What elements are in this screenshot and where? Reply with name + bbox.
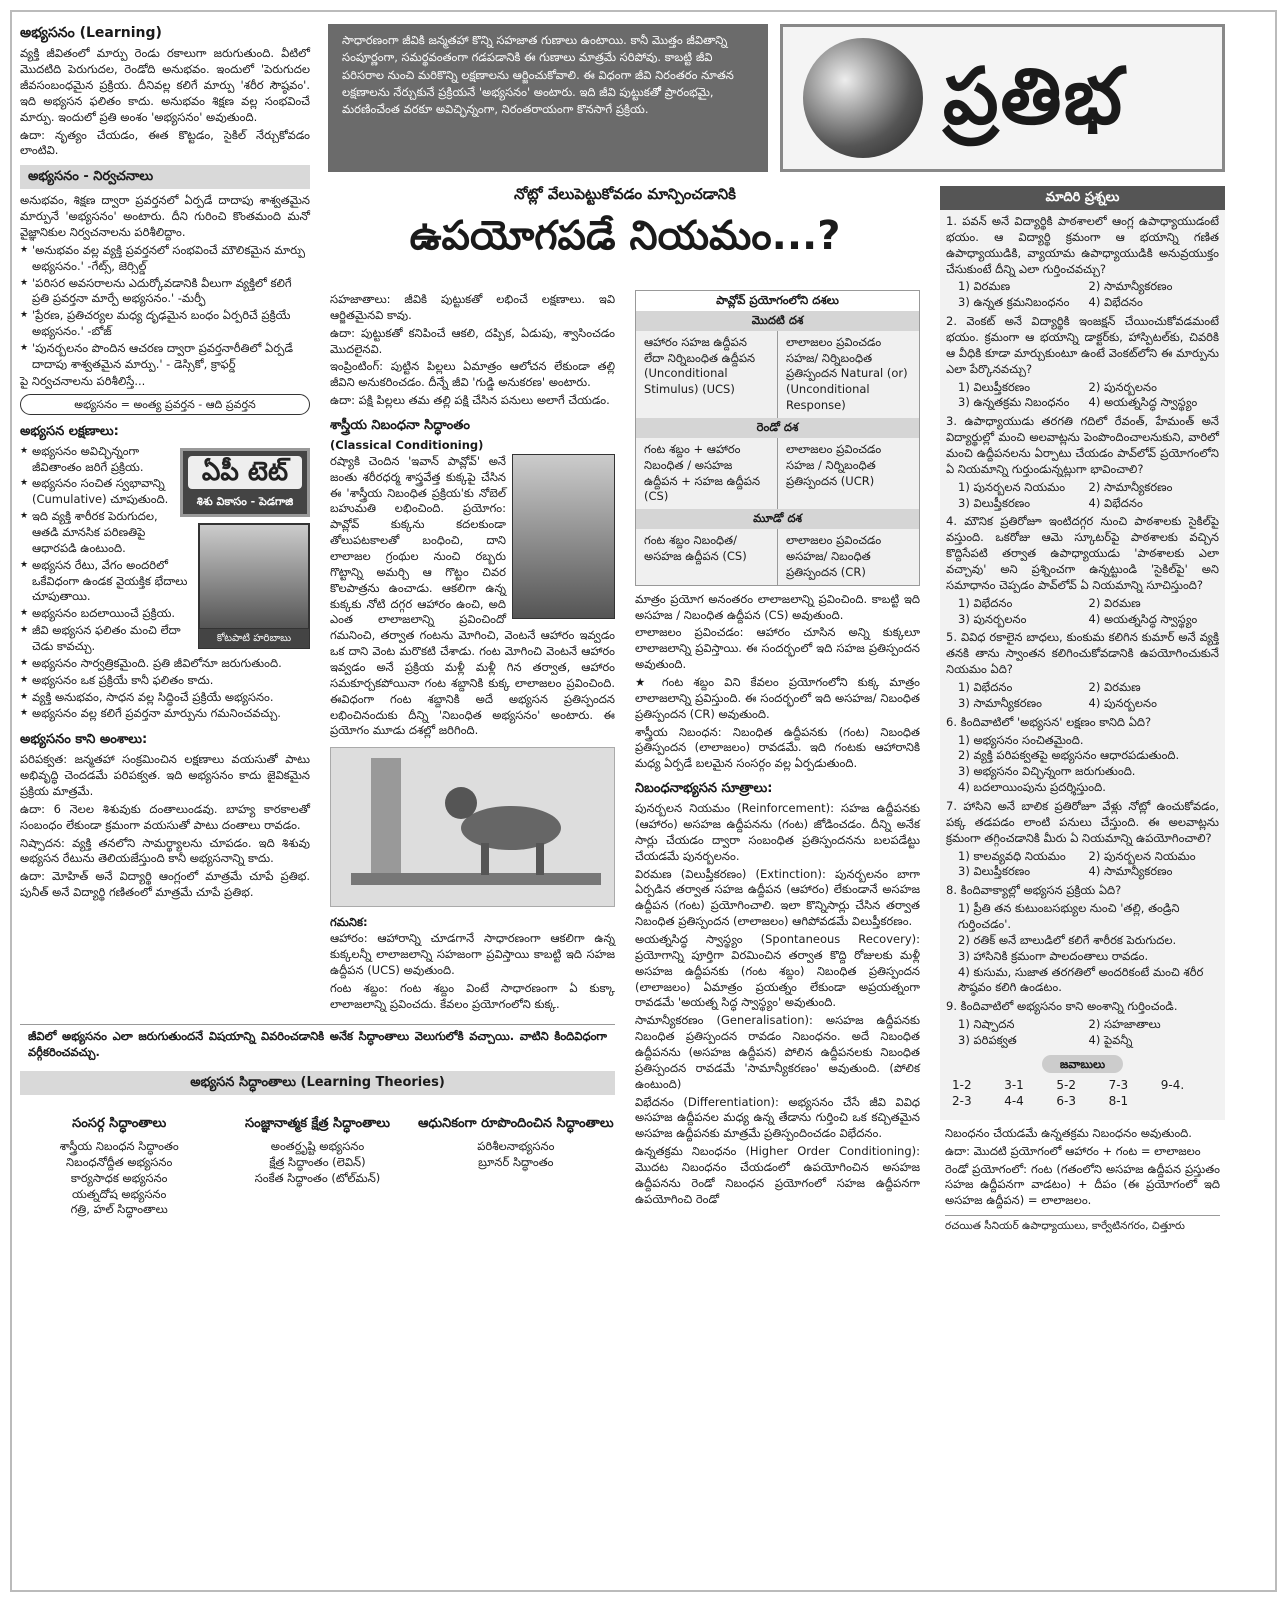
badge-subtitle: శిశు వికాసం - పెడగాజి xyxy=(196,495,294,509)
option: 4) బదలాయింపును ప్రదర్శిస్తుంది. xyxy=(958,780,1106,795)
option: 1) పునర్బలన నియమం xyxy=(958,479,1066,494)
text: విరమణ (విలుప్తీకరణం) (Extinction): పునర్బలనం బాగా ఏర్పడిన తర్వాత సహజ ఉద్దీపన (ఆహారం) లేకుండానే అసహజ ఉద్దీపన (గంట) ప్రయోగించాలి. ఇలా కొన్నిసార్లు చేసిన తర్వాత నిబంధిత ప్రతిస్పందన (లాలాజలం) ఆగిపోవడమే విలుప్తీకరణం. xyxy=(635,866,920,929)
list-item: ★ ఇది వ్యక్తి శారీరక పెరుగుదల, ఆతడి మానసిక పరిణతిపై ఆధారపడి ఉంటుంది. xyxy=(20,509,310,557)
list-item: ★ 'పునర్బలనం పొందిన ఆచరణ ద్వారా ప్రవర్తనారీతిలో ఏర్పడే దాదాపు శాశ్వతమైన మార్పు.' - డెస్సికో, క్రాఫర్డ్ xyxy=(20,341,310,373)
theory-item: పరిశీలనాభ్యసనం xyxy=(477,1139,555,1154)
heading-classical: శాస్త్రీయ నిబంధనా సిద్ధాంతం xyxy=(330,418,470,434)
list-item: ★ జీవి అభ్యసన ఫలితం మంచి లేదా చెడు కావచ్చు. xyxy=(20,623,310,655)
column-3 xyxy=(635,290,920,1210)
text: మాత్రం ప్రయోగ అనంతరం లాలాజలాన్ని ప్రవించింది. కాబట్టి ఇది అసహజ / నిబంధిత ఉద్దీపన (CS) అవుతుంది. xyxy=(635,591,920,622)
cell: లాలాజలం ప్రవించడం సహజ/ నిర్నిబంధిత ప్రతిస్పందన Natural (or) (Unconditional Response) xyxy=(786,334,908,413)
options xyxy=(946,733,1219,796)
question-text: 1. పవన్ అనే విద్యార్థికి పాఠశాలలో ఆంగ్ల ఉపాధ్యాయుడంటే భయం. ఆ విద్యార్థి క్రమంగా ఆ భయాన్ని గణిత ఉపాధ్యాయుడికి, వ్యాయామ ఉపాధ్యాయుడికి అనువ్రయుక్తం చేసుకుంటే దీన్ని ఎలా గుర్తించవచ్చు? xyxy=(946,213,1219,276)
heading-classical-en: (Classical Conditioning) xyxy=(330,437,484,452)
options xyxy=(946,596,1219,628)
answer: 4-4 xyxy=(1004,1094,1024,1109)
right-tail xyxy=(940,1120,1225,1234)
theory-item: కార్యసాధక అభ్యసనం xyxy=(70,1170,168,1185)
theory-group xyxy=(20,1115,218,1218)
text: విభేదనం (Differentiation): అభ్యసనం చేసే జీవి వివిధ అసహజ ఉద్దీపనల మధ్య ఉన్న తేడాను గుర్తించి ఒక కచ్చితమైన అసహజ ఉద్దీపనకు మాత్రమే ప్రతిస్పందించడం విభేదనం. xyxy=(635,1094,920,1141)
option: 2) సామాన్యీకరణం xyxy=(1088,279,1173,294)
theory-item: బ్రూనర్ సిద్ధాంతం xyxy=(478,1154,554,1169)
notes-heading: గమనిక: xyxy=(330,915,368,930)
option: 2) పునర్బలన నియమం xyxy=(1088,848,1196,863)
option: 3) విలుప్తీకరణం xyxy=(958,864,1031,879)
answers-title: జవాబులు xyxy=(1042,1055,1123,1073)
option: 3) పునర్బలనం xyxy=(958,611,1027,626)
text: పై నిర్వచనాలను పరిశీలిస్తే... xyxy=(20,373,146,388)
heading-learning: అభ్యసనం (Learning) xyxy=(20,25,162,41)
question xyxy=(946,414,1219,511)
text: సామాన్యీకరణం (Generalisation): అసహజ ఉద్దీపనకు నిబంధిత ప్రతిస్పందన రావడం నిబంధనం. అదే నిబంధిత ఉద్దీపనను (అసహజ ఉద్దీపన) పోలిన ఉద్దీపనలకు నిబంధిత ప్రతిస్పందన రావడమే 'సామాన్యీకరణం' అవుతుంది. (పోలిక ఉంటుంది) xyxy=(635,1013,920,1091)
traits-list xyxy=(20,444,310,723)
question xyxy=(946,214,1219,311)
answer: 7-3 xyxy=(1108,1077,1129,1092)
text: ఉదా: 6 నెలల శిశువుకు దంతాలుండవు. బాహ్య కారకాలతో సంబంధం లేకుండా క్రమంగా వయసుతో పాటు దంతాలు రావడం. xyxy=(20,801,310,832)
text: లాలాజలం ప్రవించడం: ఆహారం చూసిన అన్ని కుక్కలూ లాలాజలాన్ని ప్రవిస్తాయి. ఈ సందర్భంలో ఇది సహజ ప్రతిస్పందన అవుతుంది. xyxy=(635,625,920,672)
text: ఉదా: పుట్టుకతో కనిపించే ఆకలి, దప్పిక, ఏడుపు, శ్వాసించడం మొదలైనవి. xyxy=(330,325,615,356)
answer: 3-1 xyxy=(1004,1077,1024,1092)
option: 2) సహజాతాలు xyxy=(1088,1017,1161,1032)
option: 3) ఉన్నత క్రమనిబంధనం xyxy=(958,295,1070,310)
theory-item: శాస్త్రీయ నిబంధన సిద్ధాంతం xyxy=(59,1139,179,1154)
list-item: ★ అభ్యసనం సంచిత స్వభావాన్ని (Cumulative) చూపుతుంది. xyxy=(20,476,310,508)
question-text: 4. మౌనిక ప్రతిరోజూ ఇంటిదగ్గర నుంచి పాఠశాలకు సైకిల్‌పై వస్తుంది. ఒకరోజు ఆమె స్కూటర్‌పై పాఠశాలకు వచ్చిన కొద్దిసేపటి తర్వాత ఉపాధ్యాయుడు 'పాఠశాలకు ఎలా వచ్చావు' అని ప్రశ్నించగా ఉన్నట్టుండి 'సైకిల్‌పై' అని సమాధానం చెప్పడం పావ్‌లోవ్ ఏ నియమాన్ని సూచిస్తుంది? xyxy=(946,514,1219,592)
answer: 9-4. xyxy=(1160,1077,1185,1092)
theory-item: నిబంధనోద్దీత అభ్యసనం xyxy=(66,1154,173,1169)
model-questions xyxy=(940,186,1225,1120)
option: 3) ఉన్నతక్రమ నిబంధనం xyxy=(958,395,1070,410)
text: అయత్నసిద్ధ స్వాస్థ్యం (Spontaneous Recovery): ప్రయోగాన్ని పూర్తిగా విరమించిన తర్వాత కొద్ది రోజులకు మళ్లీ అసహజ ఉద్దీపనకు (గంట శబ్దం) నిబంధిత ప్రతిస్పందన (లాలాజలం) ఏమాత్రం ప్రయత్నం లేకుండా అప్రయత్నంగా రావడమే 'అయత్న సిద్ధ స్వాస్థ్యం' అవుతుంది. xyxy=(635,932,920,1010)
answer: 5-2 xyxy=(1056,1077,1076,1092)
text: ఉన్నతక్రమ నిబంధనం (Higher Order Conditioning): మొదట నిబంధనం చేయడంలో ఉపయోగించిన అసహజ ఉద్దీపనను రెండో నిబంధన ప్రయోగంలో సహజ ఉద్దీపనగా ఉపయోగించి రెండో xyxy=(635,1144,920,1206)
option: 1) ప్రీతి తన కుటుంబసభ్యుల నుంచి 'తల్లి, తండ్రిని గుర్తించడం'. xyxy=(958,901,1180,932)
cell: గంట శబ్దం నిబంధిత/ అసహజ ఉద్దీపన (CS) xyxy=(636,529,778,585)
theories-tree xyxy=(20,1115,615,1218)
list-item: ★ 'పరిసర అవసరాలను ఎదుర్కోవడానికి వీలుగా వ్యక్తిలో కలిగే ప్రతి ప్రవర్తనా మార్పే అభ్యసనం.' -మర్ఫీ xyxy=(20,276,310,308)
cell: గంట శబ్దం + ఆహారం నిబంధిత / అసహజ ఉద్దీపన + సహజ ఉద్దీపన (CS) xyxy=(636,438,778,509)
learning-theories xyxy=(20,1024,615,1218)
question-text: 6. కిందివాటిలో 'అభ్యసన' లక్షణం కానిది ఏది? xyxy=(946,714,1152,729)
text: శాస్త్రీయ నిబంధన: నిబంధిత ఉద్దీపనకు (గంట) నిబంధిత ప్రతిస్పందన (లాలాజలం) రావడమే. ఇది గంటకు ఆహారానికి మధ్య ఏర్పడే బలమైన సంసర్గం వల్ల ఏర్పడుతుంది. xyxy=(635,724,920,771)
intro-box: సాధారణంగా జీవికి జన్మతహా కొన్ని సహజాత గుణాలు ఉంటాయి. కానీ మొత్తం జీవితాన్ని సంపూర్ణంగా, సమర్థవంతంగా గడపడానికి ఈ గుణాలు మాత్రమే సరిపోవు. కాబట్టి జీవి పరిసరాల నుంచి మరికొన్ని లక్షణాలను ఆర్జించుకోవాలి. ఈ విధంగా జీవి నిరంతరం నూతన లక్షణాలను నేర్చుకునే ప్రక్రియనే 'అభ్యసనం' అంటారు. ఇది జీవి పుట్టుకతోే ప్రారంభమై, మరణించేంత వరకూ అవిచ్ఛిన్నంగా, నిరంతరాయంగా కొనసాగే ప్రక్రియ. xyxy=(328,24,768,172)
options xyxy=(946,849,1219,881)
options xyxy=(946,901,1219,996)
answer: 2-3 xyxy=(952,1094,972,1109)
option: 3) హాసినికి క్రమంగా పాలదంతాలు రావడం. xyxy=(958,948,1149,963)
stage-1: మొదటి దశ xyxy=(636,311,919,331)
definitions-list xyxy=(20,243,310,373)
list-item: ★ అభ్యసనం బదలాయించే ప్రక్రియ. xyxy=(20,606,310,622)
question xyxy=(946,999,1219,1049)
pavlov-stages-table xyxy=(635,290,920,586)
right-column xyxy=(940,186,1225,1236)
dog-icon xyxy=(331,748,614,906)
badge-title: ఏపీ టెట్ xyxy=(188,456,302,490)
text: గంట శబ్దం: గంట శబ్దం వింటే సాధారణంగా ఏ కుక్కా లాలాజలాన్ని ప్రవించదు. కేవలం ప్రయోగంలోని కుక్క. xyxy=(330,980,615,1011)
list-item: ★ 'ప్రేరణ, ప్రతిచర్యల మధ్య దృఢమైన బంధం ఏర్పరిచే ప్రక్రియే అభ్యసనం.' -బోజ్ xyxy=(20,308,310,340)
option: 2) రతిక్ అనే బాలుడిలో కలిగే శారీరక పెరుగుదల. xyxy=(958,932,1177,947)
option: 4) పునర్బలనం xyxy=(1088,695,1157,710)
text: పరిపక్వత: జన్మతహా సంక్రమించిన లక్షణాలు వయసుతో పాటు అభివృద్ధి చెందడమే పరిపక్వత. ఇది అభ్యసనం కాదు జైవికమైన ప్రక్రియ మాత్రమే. xyxy=(20,752,310,798)
option: 4) అయత్నసిద్ధ స్వాస్థ్యం xyxy=(1088,611,1198,626)
text: నిబంధనం చేయడమే ఉన్నతక్రమ నిబంధనం అవుతుంది. xyxy=(945,1125,1192,1140)
option: 3) విలుప్తీకరణం xyxy=(958,495,1031,510)
option: 4) కుసుమ, సుజాత తరగతిలో అందరికంటే మంచి శరీర సౌష్ఠవం కలిగి ఉండటం. xyxy=(958,964,1204,995)
question xyxy=(946,314,1219,411)
option: 1) విరమణ xyxy=(958,279,1011,294)
options xyxy=(946,480,1219,512)
group-title: ఆధునికంగా రూపొందించిన సిద్ధాంతాలు xyxy=(418,1116,614,1132)
kicker: నోట్లో వేలుపెట్టుకోవడం మాన్పించడానికి xyxy=(514,185,736,203)
question-text: 5. వివిధ రకాలైన బాధలు, కుంకుమ కలిగిన కుమార్ అనే వ్యక్తి తనకి తాను స్వాంతన కలిగించుకోవడానికి ఉపయోగించుకునే నియమం ఏది? xyxy=(946,630,1219,677)
list-item: ★ 'అనుభవం వల్ల వ్యక్తి ప్రవర్తనలో సంభవించే మౌలికమైన మార్పు అభ్యసనం.' -గేట్స్, జెర్సిల్డ్ xyxy=(20,243,310,275)
question-text: 8. కిందివాక్యాల్లో అభ్యసన ప్రక్రియ ఏది? xyxy=(946,883,1122,898)
theory-item: క్షేత్ర సిద్ధాంతం (లెవిన్) xyxy=(269,1154,366,1169)
cell: ఆహారం సహజ ఉద్దీపన లేదా నిర్నిబంధిత ఉద్దీపన (Unconditional Stimulus) (UCS) xyxy=(636,331,778,418)
stage-2: రెండో దశ xyxy=(636,418,919,438)
option: 4) సామాన్యీకరణం xyxy=(1088,864,1173,879)
option: 4) విభేదనం xyxy=(1088,295,1143,310)
theory-item: యత్నదోష అభ్యసనం xyxy=(72,1186,167,1201)
left-middle-area xyxy=(20,24,615,1218)
options xyxy=(946,680,1219,712)
logo-title: ప్రతిభ xyxy=(943,52,1124,143)
author-name: కోటపాటి హరిబాబు xyxy=(199,629,309,649)
text: ఆహారం: ఆహారాన్ని చూడగానే సాధారణంగా ఆకలిగా ఉన్న కుక్కలన్నీ లాలాజలాన్ని సహజంగా ప్రవిస్తాయి కాబట్టి ఇది సహజ ఉద్దీపన (UCS) అవుతుంది. xyxy=(330,931,615,977)
questions-title: మాదిరి ప్రశ్నలు xyxy=(940,186,1225,210)
list-item: ★ వ్యక్తి అనుభవం, సాధన వల్ల సిద్ధించే ప్రక్రియే అభ్యసనం. xyxy=(20,690,310,706)
option: 2) పునర్బలనం xyxy=(1088,379,1157,394)
question xyxy=(946,514,1219,627)
dog-experiment-illustration xyxy=(330,747,615,907)
text: ఉదా: పక్షి పిల్లలు తమ తల్లి పక్షి చేసిన పనులు అలాగే చేయడం. xyxy=(330,393,610,408)
theories-intro: జీవిలో అభ్యసనం ఎలా జరుగుతుందనే విషయాన్ని వివరించడానికి అనేక సిద్ధాంతాలు వెలుగులోకి వచ్చాయి. వాటిని కిందివిధంగా వర్గీకరించవచ్చు. xyxy=(20,1024,615,1065)
option: 1) కాలవ్యవధి నియమం xyxy=(958,848,1066,863)
text: అనుభవం, శిక్షణ ద్వారా ప్రవర్తనలో ఏర్పడే దాదాపు శాశ్వతమైన మార్పునే 'అభ్యసనం' అంటారు. దీని గురించి కొంతమంది మనో వైజ్ఞానికుల నిర్వచనాలను పరిశీలిద్దాం. xyxy=(20,193,310,239)
pratibha-logo xyxy=(780,24,1225,172)
option: 2) సామాన్యీకరణం xyxy=(1088,479,1173,494)
option: 2) విరమణ xyxy=(1088,595,1141,610)
question xyxy=(946,630,1219,711)
table-row xyxy=(636,331,919,418)
options xyxy=(946,1017,1219,1049)
list-item: ★ అభ్యసనం వల్ల కలిగే ప్రవర్తనా మార్పును గమనించవచ్చు. xyxy=(20,706,310,722)
text: సహజాతాలు: జీవికి పుట్టుకతో లభించే లక్షణాలు. ఇవి ఆర్జితమైనవి కావు. xyxy=(330,292,615,322)
theory-group xyxy=(218,1115,416,1218)
answer: 6-3 xyxy=(1056,1094,1076,1109)
list-item: ★ అభ్యసన రేటు, వేగం అందరిలో ఒకేవిధంగా ఉండక వైయక్తిక భేదాలు చూపుతాయి. xyxy=(20,558,310,606)
globe-icon xyxy=(803,38,923,158)
stage-3: మూడో దశ xyxy=(636,509,919,529)
question-text: 3. ఉపాధ్యాయుడు తరగతి గదిలో రేవంత్, హేమంత్ అనే విద్యార్థుల్లో మంచి అలవాట్లను పెంపొందించాలనుకుని, వారిలో మంచి ఉద్దీపనలను ఏర్పాటు చేయడం పావ్‌లోవ్ ప్రయోగంలోని ఏ నియమాన్ని గుర్తుండున్నట్లుగా భావించాలి? xyxy=(946,414,1219,476)
option: 3) సామాన్యీకరణం xyxy=(958,695,1042,710)
option: 4) విభేదనం xyxy=(1088,495,1143,510)
author-credit: రచయిత సీనియర్ ఉపాధ్యాయులు, కార్వేటినగరం, చిత్తూరు xyxy=(945,1215,1220,1233)
answer: 8-1 xyxy=(1108,1094,1129,1109)
list-item: ★ అభ్యసనం ఒక ప్రక్రియే కానీ ఫలితం కాదు. xyxy=(20,673,310,689)
option: 1) అభ్యసనం సంచితమైంది. xyxy=(958,732,1084,747)
heading-non-learning: అభ్యసనం కాని అంశాలు: xyxy=(20,732,148,748)
middle-column xyxy=(330,292,615,1014)
theories-title: అభ్యసన సిద్ధాంతాలు (Learning Theories) xyxy=(20,1071,615,1095)
heading-definitions: అభ్యసనం - నిర్వచనాలు xyxy=(20,165,310,189)
options xyxy=(946,380,1219,412)
option: 1) విభేదనం xyxy=(958,680,1013,694)
table-row xyxy=(636,529,919,585)
pavlov-photo xyxy=(512,454,615,619)
theory-group xyxy=(417,1115,615,1218)
option: 2) వ్యక్తి పరిపక్వతపై అభ్యసనం ఆధారపడుతుంది. xyxy=(958,748,1180,763)
text: రష్యాకి చెందిన 'ఇవాన్ పావ్లోవ్' అనే జంతు శరీరధర్మ శాస్త్రవేత్త కుక్కపై చేసిన ఈ 'శాస్త్రీయ నిబంధిత ప్రక్రియ'కు నోబెల్ బహుమతి లభించింది. ప్రయోగం: పావ్లోవ్ కుక్కను కదలకుండా తోలుపటకాలతో బంధించి, దాని లాలాజల గ్రంథుల నుంచి రబ్బరు గొట్టాన్ని అమర్చి ఆ గొట్టం చివర కొలపాత్రను ఉంచాడు. ఆకలిగా ఉన్న కుక్కకు నోటి దగ్గర ఆహారం ఉంచి, అది ఎంత లాలాజలాన్ని ప్రవించిందో గమనించి, తర్వాత గంటను మోగించి, వెంటనే ఆహారం ఇవ్వడం ఒక దాని వెంట మరొకటి చేశాడు. గంట మోగించి వెంటనే ఆహారం ఇవ్వడం అనే ప్రక్రియ మళ్లీ మళ్లీ గిన తర్వాత, ఆహారం సమకూర్చకపోయినా గంట శబ్దానికి కుక్క లాలాజలం ప్రవించింది. ఈవిధంగా గంట శబ్దానికి అదే అభ్యసన ప్రతిస్పందన లభించినందుకు దీన్ని 'నిబంధిత అభ్యసనం' అంటారు. ఈ ప్రయోగం మూడు దశల్లో జరిగింది. xyxy=(330,453,615,738)
question xyxy=(946,883,1219,996)
options xyxy=(946,279,1219,311)
text: నిష్పాదన: వ్యక్తి తనలోని సామర్థ్యాలను చూపడం. ఇది శిశువు అభ్యసన రేటును తెలియజేస్తుంది కానీ అభ్యసనాన్ని కాదు. xyxy=(20,835,310,866)
heading-traits: అభ్యసన లక్షణాలు: xyxy=(20,423,119,439)
answers-grid xyxy=(940,1073,1225,1114)
question-text: 2. వెంకట్ అనే విద్యార్థికి ఇంజక్షన్ చేయించుకోవడమంటే భయం. క్రమంగా ఆ భయాన్ని డాక్టర్‌కు, హాస్పిటల్‌కు, చివరికి ఆ వీధికి కూడా మార్చుకుంటూ ఉంటే వెంకట్‌లోని ఈ మార్పును ఎలా పేర్కొనవచ్చు? xyxy=(946,314,1219,376)
answer: 1-2 xyxy=(952,1077,972,1092)
group-title: సంజ్ఞానాత్మక క్షేత్ర సిద్ధాంతాలు xyxy=(244,1116,390,1132)
theory-item: గత్రి, హల్ సిద్ధాంతాలు xyxy=(70,1202,168,1217)
formula-box: అభ్యసనం = అంత్య ప్రవర్తన - ఆది ప్రవర్తన xyxy=(20,394,310,415)
question-text: 7. హాసిని అనే బాలిక ప్రతిరోజూ వేళ్లు నోట్లో ఉంచుకోవడం, పక్క తడపడం లాంటి పనులు చేస్తుంది. ఈ అలవాట్లను క్రమంగా తగ్గించడానికి మీరు ఏ నియమాన్ని ఉపయోగించాలి? xyxy=(946,799,1219,845)
left-column xyxy=(20,24,310,1014)
question-list xyxy=(940,214,1225,1049)
option: 4) అయత్నసిద్ధ స్వాస్థ్యం xyxy=(1088,395,1198,410)
question xyxy=(946,799,1219,880)
theory-item: అంతర్దృష్టి అభ్యసనం xyxy=(270,1139,365,1154)
question xyxy=(946,715,1219,796)
list-item: ★ అభ్యసనం సార్వత్రికమైంది. ప్రతి జీవిలోనూ జరుగుతుంది. xyxy=(20,656,310,672)
option: 1) విభేదనం xyxy=(958,595,1013,610)
list-item: ★ అభ్యసనం అవిచ్ఛిన్నంగా జీవితాంతం జరిగే ప్రక్రియ. xyxy=(20,444,310,476)
cell: లాలాజలం ప్రవించడం సహజ / నిర్నిబంధిత ప్రతిస్పందన (UCR) xyxy=(786,441,882,488)
text: రెండో ప్రయోగంలో: గంట (గతంలోని అసహజ ఉద్దీపన ప్రస్తుతం సహజ ఉద్దీపనగా వాడటం) + దీపం (ఈ ప్రయోగంలో ఇది అసహజ ఉద్దీపన) = లాలాజలం. xyxy=(945,1161,1220,1208)
table-row xyxy=(636,438,919,509)
option: 3) అభ్యసనం విచ్ఛిన్నంగా జరుగుతుంది. xyxy=(958,764,1136,779)
headline: ఉపయోగపడే నియమం...? xyxy=(409,213,841,259)
question-text: 9. కిందివాటిలో అభ్యసనం కాని అంశాన్ని గుర్తించండి. xyxy=(946,999,1178,1014)
option: 4) పైవన్నీ xyxy=(1088,1033,1133,1048)
text: పునర్బలన నియమం (Reinforcement): సహజ ఉద్దీపనకు (ఆహారం) అసహజ ఉద్దీపనను (గంట) జోడించడం. దీన్ని అనేక సార్లు చేయడం ద్వారా సంబంధిత ప్రతిస్పందనను బలపడేట్టు చేయడమే పునర్బలనం. xyxy=(635,801,920,863)
option: 2) విరమణ xyxy=(1088,680,1141,694)
text: ★ గంట శబ్దం విని కేవలం ప్రయోగంలోని కుక్క మాత్రం లాలాజలాన్ని ప్రవిస్తుంది. ఈ సందర్భంలో ఇది అసహజ/ నిబంధిత ప్రతిస్పందన (CR) అవుతుంది. xyxy=(635,675,920,721)
text: ఉదా: మోహిత్ అనే విద్యార్థి ఆంగ్లంలో మాత్రమే చూపే ప్రతిభ. పునీత్ అనే విద్యార్థి గణితంలో మాత్రమే చూపే ప్రతిభ. xyxy=(20,869,310,900)
option: 1) విలుప్తీకరణం xyxy=(958,379,1031,394)
option: 3) పరిపక్వత xyxy=(958,1033,1017,1048)
text: ఇంప్రింటింగ్: పుట్టిన పిల్లలు ఏమాత్రం ఆలోచన లేకుండా తల్లి జీవిని అనుకరించడం. దీన్నే జీవి 'గుడ్డి అనుకరణ' అంటారు. xyxy=(330,359,615,390)
group-title: సంసర్గ సిద్ధాంతాలు xyxy=(72,1116,167,1132)
text: ఉదా: నృత్యం చేయడం, ఈత కొట్టడం, సైకిల్ నేర్చుకోవడం లాంటివి. xyxy=(20,127,310,158)
text: వ్యక్తి జీవితంలో మార్పు రెండు రకాలుగా జరుగుతుంది. వీటిలో మొదటిది పెరుగుదల, రెండోది అనుభవం. ఇందులో 'పెరుగుదల జీవసంబంధమైన ప్రక్రియ. దీనివల్ల కలిగే మార్పు 'శరీర సౌష్ఠవం'. ఇది అభ్యసన ఫలితం కాదు. అనుభవం శిక్షణ వల్ల సంభవించే మార్పు. ఇందులో ప్రతి అంశం 'అభ్యసనం' అవుతుంది. xyxy=(20,46,310,124)
cell: లాలాజలం ప్రవించడం అసహజ/ నిబంధిత ప్రతిస్పందన (CR) xyxy=(786,533,882,579)
heading-principles: నిబంధనాభ్యసన సూత్రాలు: xyxy=(635,781,773,797)
theory-item: సంకేత సిద్ధాంతం (టోల్‌మన్) xyxy=(254,1170,381,1185)
table-title: పావ్లోవ్ ప్రయోగంలోని దశలు xyxy=(636,291,919,311)
option: 1) నిష్పాదన xyxy=(958,1017,1015,1032)
text: ఉదా: మొదటి ప్రయోగంలో ఆహారం + గంట = లాలాజలం xyxy=(945,1143,1201,1158)
